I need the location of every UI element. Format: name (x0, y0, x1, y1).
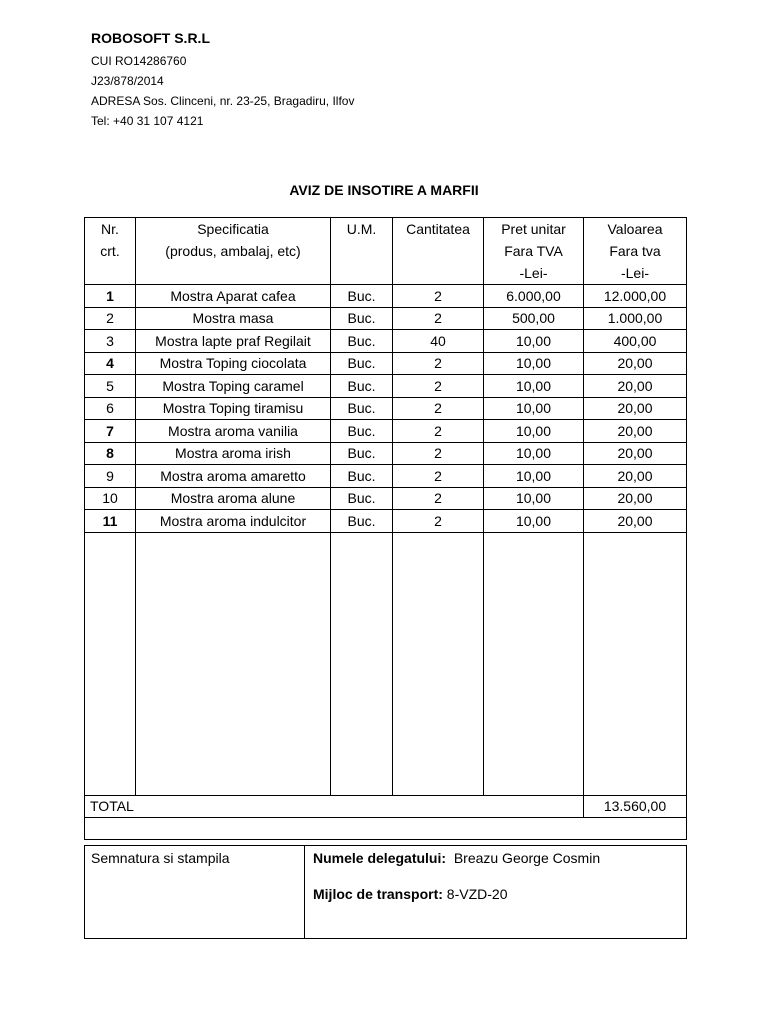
header-unit-price: Pret unitar Fara TVA -Lei- (484, 218, 584, 285)
table-row (85, 420, 687, 443)
table-row (85, 487, 687, 510)
header-value: Valoarea Fara tva -Lei- (584, 218, 687, 285)
row-unit-price: 6.000,00 (484, 285, 584, 308)
row-um: Buc. (331, 375, 393, 398)
row-unit-price: 10,00 (484, 420, 584, 443)
row-unit-price: 500,00 (484, 307, 584, 330)
row-quantity: 2 (393, 285, 484, 308)
row-specification: Mostra aroma alune (136, 487, 331, 510)
document-title: AVIZ DE INSOTIRE A MARFII (289, 182, 479, 198)
table-spacer-row (85, 817, 687, 839)
row-specification: Mostra aroma irish (136, 442, 331, 465)
row-nr: 3 (85, 330, 136, 353)
row-um: Buc. (331, 330, 393, 353)
row-quantity: 40 (393, 330, 484, 353)
signature-cell (85, 846, 305, 939)
row-unit-price: 10,00 (484, 465, 584, 488)
header-um: U.M. (331, 218, 393, 285)
row-unit-price: 10,00 (484, 352, 584, 375)
row-unit-price: 10,00 (484, 330, 584, 353)
row-unit-price: 10,00 (484, 375, 584, 398)
table-row (85, 285, 687, 308)
row-um: Buc. (331, 397, 393, 420)
total-value: 13.560,00 (584, 795, 687, 817)
row-um: Buc. (331, 510, 393, 533)
row-nr: 9 (85, 465, 136, 488)
table-row (85, 442, 687, 465)
row-nr: 8 (85, 442, 136, 465)
row-nr: 2 (85, 307, 136, 330)
row-value: 400,00 (584, 330, 687, 353)
row-specification: Mostra masa (136, 307, 331, 330)
row-nr: 6 (85, 397, 136, 420)
company-cui: CUI RO14286760 (91, 54, 187, 68)
row-specification: Mostra aroma indulcitor (136, 510, 331, 533)
row-specification: Mostra Aparat cafea (136, 285, 331, 308)
footer-table (84, 845, 687, 939)
transport-line (305, 886, 686, 902)
delegate-cell (305, 846, 687, 939)
row-specification: Mostra Toping ciocolata (136, 352, 331, 375)
row-value: 20,00 (584, 487, 687, 510)
row-quantity: 2 (393, 510, 484, 533)
row-value: 20,00 (584, 510, 687, 533)
delegate-label: Numele delegatului: (313, 850, 447, 866)
row-unit-price: 10,00 (484, 397, 584, 420)
row-um: Buc. (331, 487, 393, 510)
row-um: Buc. (331, 465, 393, 488)
header-nr: Nr. crt. (85, 218, 136, 285)
table-row (85, 330, 687, 353)
company-registration: J23/878/2014 (91, 74, 164, 88)
row-um: Buc. (331, 442, 393, 465)
table-empty-space (85, 532, 687, 795)
row-um: Buc. (331, 285, 393, 308)
row-nr: 11 (85, 510, 136, 533)
row-nr: 1 (85, 285, 136, 308)
row-um: Buc. (331, 352, 393, 375)
table-row (85, 375, 687, 398)
row-specification: Mostra Toping caramel (136, 375, 331, 398)
row-unit-price: 10,00 (484, 442, 584, 465)
header-specification: Specificatia (produs, ambalaj, etc) (136, 218, 331, 285)
row-quantity: 2 (393, 375, 484, 398)
table-row (85, 307, 687, 330)
row-value: 20,00 (584, 375, 687, 398)
row-value: 20,00 (584, 397, 687, 420)
row-specification: Mostra lapte praf Regilait (136, 330, 331, 353)
row-quantity: 2 (393, 442, 484, 465)
delegate-name: Breazu George Cosmin (453, 850, 601, 866)
row-unit-price: 10,00 (484, 510, 584, 533)
table-row (85, 465, 687, 488)
row-quantity: 2 (393, 487, 484, 510)
table-row (85, 397, 687, 420)
row-specification: Mostra Toping tiramisu (136, 397, 331, 420)
row-value: 1.000,00 (584, 307, 687, 330)
table-row (85, 510, 687, 533)
total-label: TOTAL (85, 795, 584, 817)
row-specification: Mostra aroma amaretto (136, 465, 331, 488)
row-specification: Mostra aroma vanilia (136, 420, 331, 443)
signature-label: Semnatura si stampila (91, 850, 230, 866)
row-value: 12.000,00 (584, 285, 687, 308)
total-row (85, 795, 687, 817)
row-nr: 4 (85, 352, 136, 375)
table-row (85, 352, 687, 375)
row-unit-price: 10,00 (484, 487, 584, 510)
row-value: 20,00 (584, 420, 687, 443)
row-nr: 7 (85, 420, 136, 443)
row-value: 20,00 (584, 442, 687, 465)
row-value: 20,00 (584, 465, 687, 488)
row-um: Buc. (331, 307, 393, 330)
row-um: Buc. (331, 420, 393, 443)
company-name: ROBOSOFT S.R.L (91, 30, 210, 46)
table-header-row (85, 218, 687, 285)
row-quantity: 2 (393, 465, 484, 488)
transport-label: Mijloc de transport: (313, 886, 443, 902)
row-value: 20,00 (584, 352, 687, 375)
header-quantity: Cantitatea (393, 218, 484, 285)
row-quantity: 2 (393, 307, 484, 330)
transport-value: 8-VZD-20 (446, 886, 508, 902)
items-table (84, 217, 687, 840)
row-nr: 5 (85, 375, 136, 398)
company-address: ADRESA Sos. Clinceni, nr. 23-25, Bragadiru, Ilfov (91, 94, 355, 108)
row-nr: 10 (85, 487, 136, 510)
company-phone: Tel: +40 31 107 4121 (91, 114, 204, 128)
row-quantity: 2 (393, 397, 484, 420)
row-quantity: 2 (393, 352, 484, 375)
row-quantity: 2 (393, 420, 484, 443)
delegate-line (305, 850, 686, 866)
